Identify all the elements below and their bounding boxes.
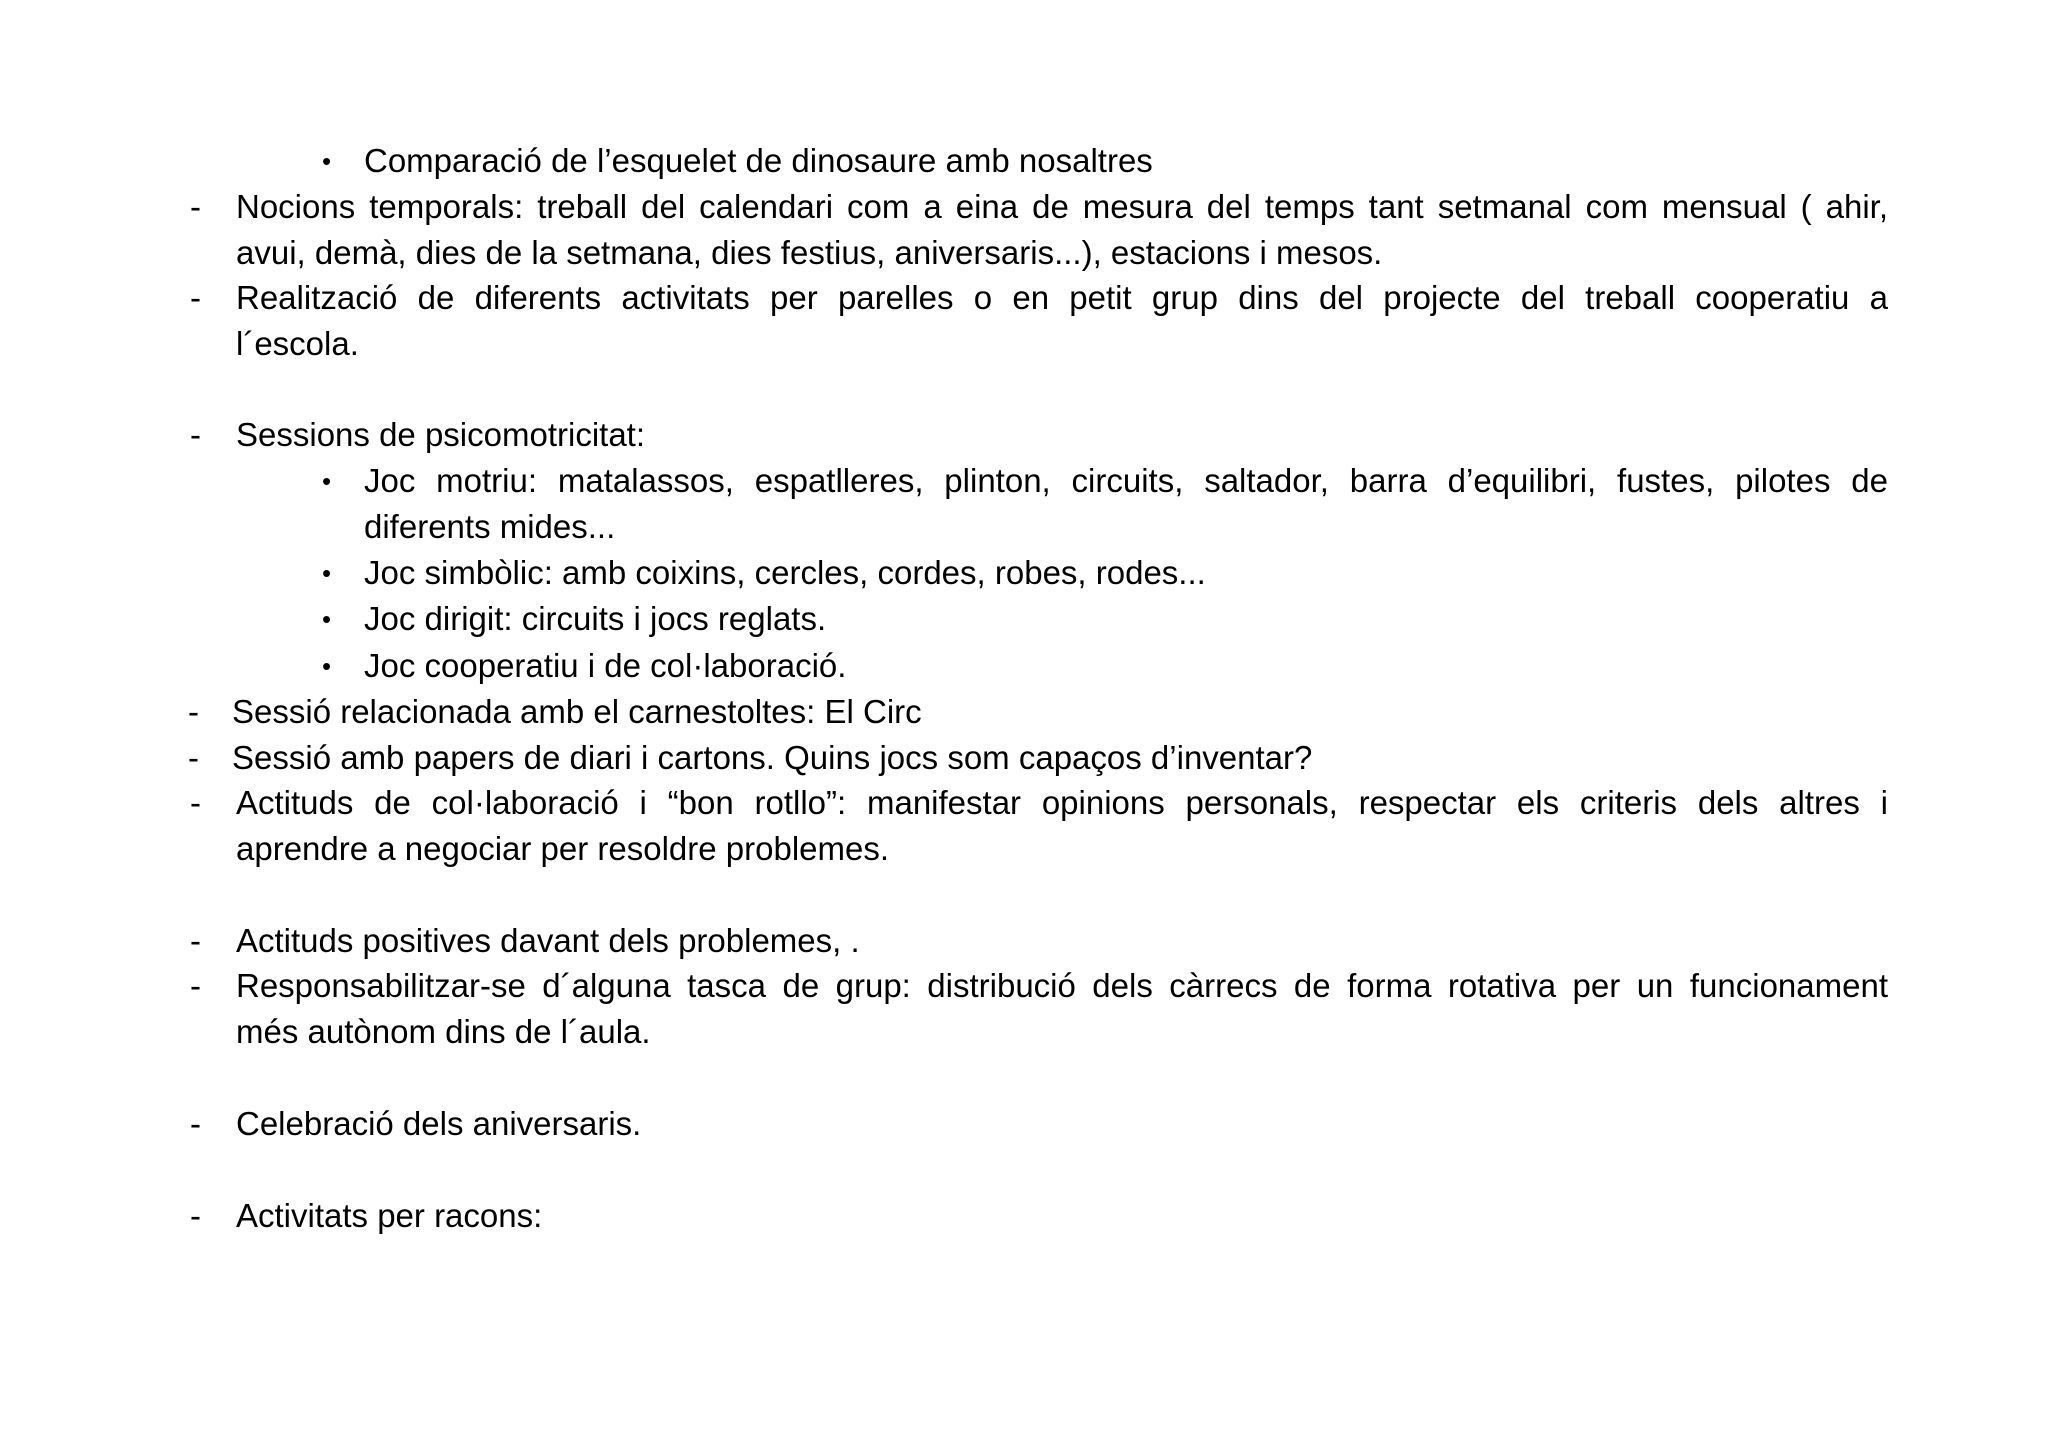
text-line: Actituds positives davant dels problemes, . [236,922,860,959]
list-dash: - [190,784,201,821]
text-line: Sessions de psicomotricitat: [236,416,646,453]
list-dash: - [190,279,201,316]
text-line: Activitats per racons: [236,1197,543,1234]
text-line: aprendre a negociar per resoldre problemes. [236,830,890,867]
text-line: Nocions temporals: treball del calendari com a eina de mesura del temps tant setmanal com mensual ( ahir, [236,188,1888,225]
text-line: Joc simbòlic: amb coixins, cercles, cordes, robes, rodes... [364,554,1206,591]
list-dash: - [190,1197,201,1234]
text-line: Actituds de col·laboració i “bon rotllo”: manifestar opinions personals, respectar els criteris dels altres i [236,784,1888,821]
list-bullet: • [322,466,332,496]
list-dash: - [190,967,201,1004]
list-bullet: • [322,604,332,634]
text-line: Sessió amb papers de diari i cartons. Quins jocs som capaços d’inventar? [232,739,1313,776]
list-dash: - [190,188,201,225]
text-line: Sessió relacionada amb el carnestoltes: El Circ [232,693,922,730]
list-dash: - [188,739,199,776]
text-line: Joc dirigit: circuits i jocs reglats. [364,600,827,637]
list-dash: - [190,416,201,453]
list-bullet: • [322,558,332,588]
text-line: diferents mides... [364,508,616,545]
list-bullet: • [322,146,332,176]
text-line: Responsabilitzar-se d´alguna tasca de grup: distribució dels càrrecs de forma rotativa per un funcionament [236,967,1888,1004]
text-line: Joc motriu: matalassos, espatlleres, plinton, circuits, saltador, barra d’equilibri, fustes, pilotes de [364,462,1888,499]
list-dash: - [190,1105,201,1142]
list-dash: - [190,922,201,959]
text-line: més autònom dins de l´aula. [236,1013,651,1050]
text-line: Realització de diferents activitats per parelles o en petit grup dins del projecte del treball cooperatiu a [236,279,1888,316]
list-bullet: • [322,651,332,681]
text-line: l´escola. [236,325,359,362]
text-line: avui, demà, dies de la setmana, dies festius, aniversaris...), estacions i mesos. [236,234,1383,271]
list-dash: - [188,693,199,730]
text-line: Joc cooperatiu i de col·laboració. [364,647,847,684]
text-line: Comparació de l’esquelet de dinosaure amb nosaltres [364,142,1153,179]
text-line: Celebració dels aniversaris. [236,1105,642,1142]
